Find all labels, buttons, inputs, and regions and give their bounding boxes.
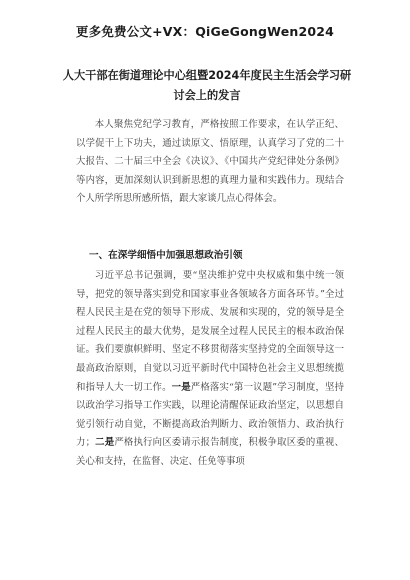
intro-paragraph: 本人聚焦党纪学习教育，严格按照工作要求，在认学正纪、以学促干上下功夫，通过读原文、悟原理，认真学习了党的二十大报告、二十届三中全会《决议》、《中国共产党纪律处分条例》等内容，更加深刻认识到新思想的真理力量和实践伟力。现结合个人所学所思所感所悟，跟大家谈几点心得体会。 xyxy=(76,119,344,205)
section-1-text-b: 严格落实“第一议题”学习制度，坚持以政治学习指导工作实践，以理论清醒保证政治坚定，以思想自觉引领行动自觉，不断提高政治判断力、政治领悟力、政治执行力； xyxy=(76,381,344,449)
section-1-text-a: 习近平总书记强调，要“坚决维护党中央权威和集中统一领导，把党的领导落实到党和国家事业各领域各方面各环节。”全过程人民民主是在党的领导下形成、发展和实现的，党的领导是全过程人民民主的最大优势，是发展全过程人民民主的根本政治保证。我们要旗帜鲜明、坚定不移贯彻落实坚持党的全面领导这一最高政治原则，自觉以习近平新时代中国特色社会主义思想统揽和指导人大一切工作。 xyxy=(76,270,344,393)
marker-first: 一是 xyxy=(171,381,191,393)
document-title: 人大干部在街道理论中心组暨2024年度民主生活会学习研讨会上的发言 xyxy=(62,69,352,102)
section-1-text-c: 严格执行向区委请示报告制度，积极争取区委的重视、关心和支持，在监督、决定、任免等事项 xyxy=(76,437,344,467)
section-heading-1: 一、在深学细悟中加强思想政治引领 xyxy=(89,250,243,261)
section-1-paragraph xyxy=(76,267,344,472)
marker-second: 二是 xyxy=(94,437,115,449)
watermark-header: 更多免费公文+VX：QiGeGongWen2024 xyxy=(75,24,335,39)
